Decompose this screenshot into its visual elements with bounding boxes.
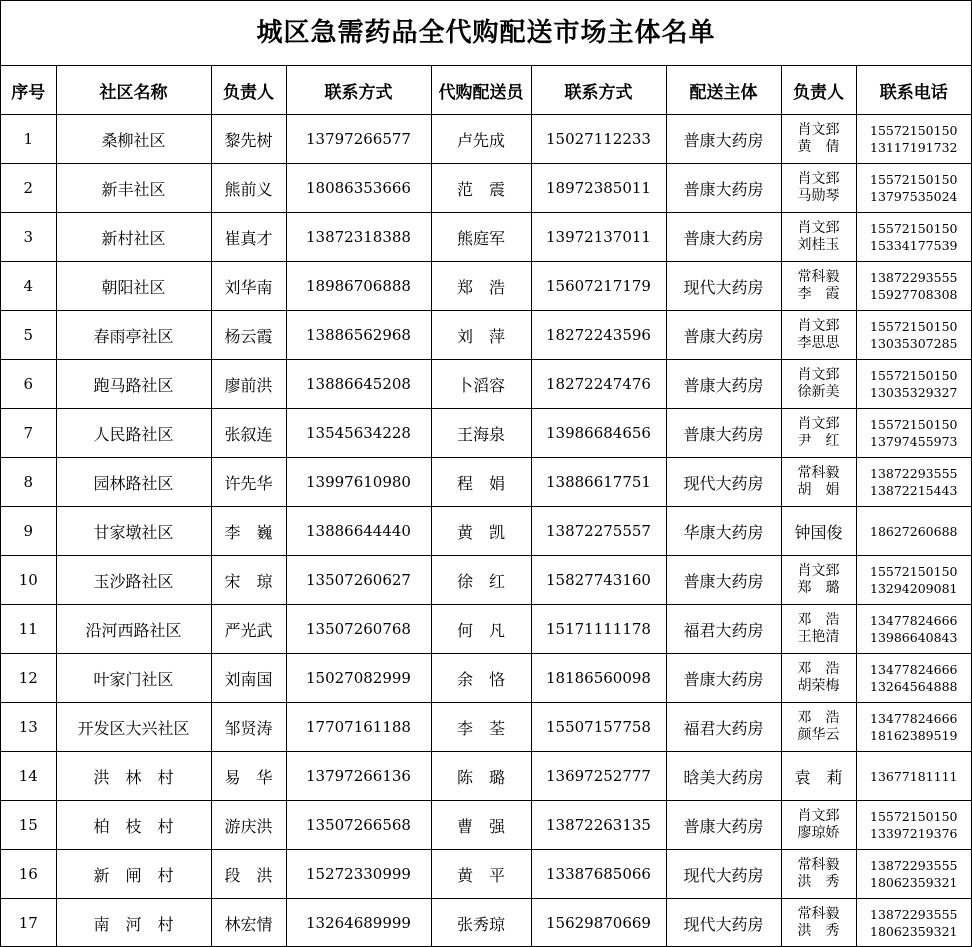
- courier-phone: 15629870669: [531, 899, 666, 947]
- table-row: [1, 458, 971, 507]
- header-leader: 负责人: [211, 66, 286, 115]
- courier-phone: 15607217179: [531, 262, 666, 311]
- provider-leader-name: 王艳清: [797, 629, 840, 645]
- community-phone: 13797266136: [286, 752, 431, 801]
- table-row: [1, 311, 971, 360]
- provider-leader-name: 肖文郅: [797, 220, 840, 236]
- courier-phone: 13872263135: [531, 801, 666, 850]
- row-number: 17: [1, 899, 56, 947]
- provider-phone-number: 13872293555: [870, 466, 958, 481]
- community-name: 玉沙路社区: [56, 556, 211, 605]
- community-leader: 廖前洪: [211, 360, 286, 409]
- provider-name: 现代大药房: [666, 850, 781, 899]
- provider-phone-number: 18062359321: [870, 924, 958, 939]
- community-phone: 13264689999: [286, 899, 431, 947]
- provider-phone-number: 15334177539: [870, 238, 958, 253]
- provider-leader-name: 洪 秀: [797, 874, 840, 890]
- provider-phone-number: 15927708308: [870, 287, 958, 302]
- row-number: 10: [1, 556, 56, 605]
- header-provider: 配送主体: [666, 66, 781, 115]
- row-number: 3: [1, 213, 56, 262]
- community-name: 人民路社区: [56, 409, 211, 458]
- table-body: [1, 115, 971, 947]
- provider-leader-name: 肖文郅: [797, 563, 840, 579]
- table-row: [1, 654, 971, 703]
- provider-phone: [856, 605, 971, 654]
- table-row: [1, 703, 971, 752]
- provider-leader-name: 常科毅: [797, 269, 840, 285]
- row-number: 13: [1, 703, 56, 752]
- community-leader: 严光武: [211, 605, 286, 654]
- table-row: [1, 409, 971, 458]
- provider-leader: [781, 115, 856, 164]
- provider-phone-number: 13872293555: [870, 858, 958, 873]
- community-name: 跑马路社区: [56, 360, 211, 409]
- provider-phone-number: 13797455973: [870, 434, 958, 449]
- provider-phone-number: 15572150150: [870, 417, 958, 432]
- provider-leader-name: 马勋琴: [797, 188, 840, 204]
- community-phone: 13507260768: [286, 605, 431, 654]
- provider-leader-name: 李 霞: [797, 286, 840, 302]
- community-name: 开发区大兴社区: [56, 703, 211, 752]
- provider-leader-name: 尹 红: [797, 433, 840, 449]
- header-courier: 代购配送员: [431, 66, 531, 115]
- header-community: 社区名称: [56, 66, 211, 115]
- community-name: 叶家门社区: [56, 654, 211, 703]
- provider-name: 普康大药房: [666, 556, 781, 605]
- community-leader: 段 洪: [211, 850, 286, 899]
- courier-phone: 13972137011: [531, 213, 666, 262]
- courier-name: 卢先成: [431, 115, 531, 164]
- community-name: 南 河 村: [56, 899, 211, 947]
- courier-phone: 18186560098: [531, 654, 666, 703]
- courier-name: 熊庭军: [431, 213, 531, 262]
- provider-phone-number: 13035329327: [870, 385, 958, 400]
- provider-name: 晗美大药房: [666, 752, 781, 801]
- provider-leader-name: 洪 秀: [797, 923, 840, 939]
- row-number: 4: [1, 262, 56, 311]
- provider-name: 福君大药房: [666, 605, 781, 654]
- community-name: 新丰社区: [56, 164, 211, 213]
- header-provider-phone: 联系电话: [856, 66, 971, 115]
- courier-phone: 13886617751: [531, 458, 666, 507]
- community-leader: 杨云霞: [211, 311, 286, 360]
- courier-name: 李 荃: [431, 703, 531, 752]
- provider-name: 华康大药房: [666, 507, 781, 556]
- provider-leader: [781, 899, 856, 947]
- community-leader: 刘南国: [211, 654, 286, 703]
- community-leader: 黎先树: [211, 115, 286, 164]
- courier-name: 余 恪: [431, 654, 531, 703]
- courier-name: 刘 萍: [431, 311, 531, 360]
- header-phone: 联系方式: [286, 66, 431, 115]
- courier-name: 徐 红: [431, 556, 531, 605]
- provider-leader: [781, 703, 856, 752]
- community-leader: 许先华: [211, 458, 286, 507]
- provider-phone: [856, 752, 971, 801]
- community-phone: 17707161188: [286, 703, 431, 752]
- courier-name: 陈 璐: [431, 752, 531, 801]
- courier-name: 何 凡: [431, 605, 531, 654]
- provider-leader-name: 颜华云: [797, 727, 840, 743]
- table-row: [1, 801, 971, 850]
- row-number: 7: [1, 409, 56, 458]
- provider-name: 普康大药房: [666, 115, 781, 164]
- community-phone: 13507260627: [286, 556, 431, 605]
- provider-phone: [856, 262, 971, 311]
- provider-phone-number: 15572150150: [870, 809, 958, 824]
- provider-phone-number: 18062359321: [870, 875, 958, 890]
- community-phone: 13872318388: [286, 213, 431, 262]
- provider-leader-name: 常科毅: [797, 465, 840, 481]
- table-row: [1, 115, 971, 164]
- provider-name: 普康大药房: [666, 801, 781, 850]
- provider-phone-number: 15572150150: [870, 221, 958, 236]
- provider-phone-number: 18162389519: [870, 728, 958, 743]
- community-name: 新 闸 村: [56, 850, 211, 899]
- provider-phone: [856, 164, 971, 213]
- community-name: 桑柳社区: [56, 115, 211, 164]
- provider-leader: [781, 360, 856, 409]
- document-title: 城区急需药品全代购配送市场主体名单: [1, 1, 971, 66]
- provider-leader: [781, 458, 856, 507]
- provider-phone-number: 13477824666: [870, 613, 958, 628]
- provider-leader: [781, 164, 856, 213]
- provider-leader-name: 胡荣梅: [797, 678, 840, 694]
- provider-phone: [856, 507, 971, 556]
- row-number: 16: [1, 850, 56, 899]
- provider-name: 普康大药房: [666, 164, 781, 213]
- provider-name: 现代大药房: [666, 458, 781, 507]
- community-leader: 李 巍: [211, 507, 286, 556]
- provider-leader-name: 常科毅: [797, 857, 840, 873]
- table-row: [1, 752, 971, 801]
- provider-phone-number: 13035307285: [870, 336, 958, 351]
- provider-leader: [781, 605, 856, 654]
- provider-phone: [856, 556, 971, 605]
- provider-phone-number: 15572150150: [870, 368, 958, 383]
- community-phone: 13997610980: [286, 458, 431, 507]
- table-row: [1, 164, 971, 213]
- community-phone: 13797266577: [286, 115, 431, 164]
- provider-phone: [856, 850, 971, 899]
- community-name: 甘家墩社区: [56, 507, 211, 556]
- provider-phone-number: 13264564888: [870, 679, 958, 694]
- provider-leader-name: 邓 浩: [797, 612, 840, 628]
- community-name: 园林路社区: [56, 458, 211, 507]
- provider-leader: [781, 752, 856, 801]
- provider-leader: [781, 801, 856, 850]
- table-row: [1, 262, 971, 311]
- provider-leader-name: 袁 莉: [794, 767, 843, 787]
- provider-leader-name: 肖文郅: [797, 122, 840, 138]
- provider-leader: [781, 556, 856, 605]
- community-leader: 宋 琼: [211, 556, 286, 605]
- community-phone: 18086353666: [286, 164, 431, 213]
- provider-phone: [856, 213, 971, 262]
- provider-phone: [856, 409, 971, 458]
- community-name: 春雨亭社区: [56, 311, 211, 360]
- provider-leader-name: 邓 浩: [797, 710, 840, 726]
- community-phone: 15272330999: [286, 850, 431, 899]
- provider-leader-name: 胡 娟: [797, 482, 840, 498]
- row-number: 5: [1, 311, 56, 360]
- courier-phone: 13387685066: [531, 850, 666, 899]
- provider-phone: [856, 654, 971, 703]
- community-name: 沿河西路社区: [56, 605, 211, 654]
- provider-phone-number: 13677181111: [870, 768, 958, 784]
- courier-phone: 15827743160: [531, 556, 666, 605]
- table-row: [1, 507, 971, 556]
- provider-leader-name: 肖文郅: [797, 416, 840, 432]
- provider-leader-name: 钟国俊: [794, 522, 843, 542]
- table-row: [1, 556, 971, 605]
- courier-phone: 13697252777: [531, 752, 666, 801]
- community-leader: 邹贤涛: [211, 703, 286, 752]
- provider-leader-name: 刘桂玉: [797, 237, 840, 253]
- provider-phone-number: 13872293555: [870, 270, 958, 285]
- courier-name: 黄 凯: [431, 507, 531, 556]
- provider-leader: [781, 507, 856, 556]
- courier-phone: 13872275557: [531, 507, 666, 556]
- provider-leader-name: 郑 璐: [797, 580, 840, 596]
- row-number: 2: [1, 164, 56, 213]
- courier-phone: 15027112233: [531, 115, 666, 164]
- courier-phone: 18272243596: [531, 311, 666, 360]
- provider-phone-number: 13477824666: [870, 711, 958, 726]
- provider-name: 普康大药房: [666, 311, 781, 360]
- provider-leader-name: 邓 浩: [797, 661, 840, 677]
- community-leader: 崔真才: [211, 213, 286, 262]
- provider-phone-number: 15572150150: [870, 172, 958, 187]
- provider-phone: [856, 703, 971, 752]
- provider-phone-number: 13294209081: [870, 581, 958, 596]
- table-header-row: [1, 66, 971, 115]
- community-phone: 13545634228: [286, 409, 431, 458]
- row-number: 15: [1, 801, 56, 850]
- provider-leader: [781, 213, 856, 262]
- courier-phone: 18272247476: [531, 360, 666, 409]
- courier-name: 卜滔容: [431, 360, 531, 409]
- table-row: [1, 850, 971, 899]
- community-leader: 游庆洪: [211, 801, 286, 850]
- courier-phone: 15507157758: [531, 703, 666, 752]
- table-row: [1, 899, 971, 947]
- provider-phone-number: 15572150150: [870, 123, 958, 138]
- community-leader: 易 华: [211, 752, 286, 801]
- provider-leader-name: 肖文郅: [797, 808, 840, 824]
- community-leader: 刘华南: [211, 262, 286, 311]
- community-name: 柏 枝 村: [56, 801, 211, 850]
- community-phone: 13507266568: [286, 801, 431, 850]
- header-no: 序号: [1, 66, 56, 115]
- provider-phone-number: 13872293555: [870, 907, 958, 922]
- community-leader: 林宏情: [211, 899, 286, 947]
- courier-phone: 13986684656: [531, 409, 666, 458]
- provider-leader-name: 黄 倩: [797, 139, 840, 155]
- table-row: [1, 213, 971, 262]
- provider-name: 福君大药房: [666, 703, 781, 752]
- row-number: 1: [1, 115, 56, 164]
- provider-leader-name: 肖文郅: [797, 318, 840, 334]
- provider-phone-number: 13986640843: [870, 630, 958, 645]
- provider-leader-name: 常科毅: [797, 906, 840, 922]
- provider-leader: [781, 311, 856, 360]
- provider-leader-name: 李思思: [797, 335, 840, 351]
- courier-name: 黄 平: [431, 850, 531, 899]
- provider-phone-number: 13797535024: [870, 189, 958, 204]
- table-row: [1, 360, 971, 409]
- provider-leader: [781, 850, 856, 899]
- pharmacy-table: [1, 66, 971, 947]
- row-number: 12: [1, 654, 56, 703]
- header-provider-leader: 负责人: [781, 66, 856, 115]
- provider-name: 普康大药房: [666, 213, 781, 262]
- courier-name: 范 震: [431, 164, 531, 213]
- provider-phone: [856, 115, 971, 164]
- provider-phone-number: 13397219376: [870, 826, 958, 841]
- courier-name: 张秀琼: [431, 899, 531, 947]
- provider-phone: [856, 801, 971, 850]
- row-number: 8: [1, 458, 56, 507]
- provider-leader-name: 徐新美: [797, 384, 840, 400]
- community-phone: 18986706888: [286, 262, 431, 311]
- provider-leader-name: 肖文郅: [797, 367, 840, 383]
- community-leader: 熊前义: [211, 164, 286, 213]
- community-phone: 13886562968: [286, 311, 431, 360]
- row-number: 9: [1, 507, 56, 556]
- community-leader: 张叙连: [211, 409, 286, 458]
- provider-leader-name: 廖琼娇: [797, 825, 840, 841]
- row-number: 6: [1, 360, 56, 409]
- community-name: 朝阳社区: [56, 262, 211, 311]
- courier-phone: 18972385011: [531, 164, 666, 213]
- provider-leader: [781, 654, 856, 703]
- provider-phone-number: 13872215443: [870, 483, 958, 498]
- provider-leader-name: 肖文郅: [797, 171, 840, 187]
- row-number: 11: [1, 605, 56, 654]
- row-number: 14: [1, 752, 56, 801]
- provider-name: 现代大药房: [666, 899, 781, 947]
- community-name: 新村社区: [56, 213, 211, 262]
- courier-name: 曹 强: [431, 801, 531, 850]
- provider-phone-number: 13117191732: [870, 140, 958, 155]
- courier-phone: 15171111178: [531, 605, 666, 654]
- provider-phone: [856, 899, 971, 947]
- provider-name: 普康大药房: [666, 409, 781, 458]
- courier-name: 王海泉: [431, 409, 531, 458]
- provider-name: 普康大药房: [666, 654, 781, 703]
- provider-leader: [781, 262, 856, 311]
- provider-leader: [781, 409, 856, 458]
- courier-name: 程 娟: [431, 458, 531, 507]
- provider-phone-number: 18627260688: [870, 523, 958, 539]
- table-row: [1, 605, 971, 654]
- courier-name: 郑 浩: [431, 262, 531, 311]
- provider-phone: [856, 458, 971, 507]
- provider-phone-number: 15572150150: [870, 319, 958, 334]
- header-courier-phone: 联系方式: [531, 66, 666, 115]
- community-phone: 13886644440: [286, 507, 431, 556]
- provider-phone: [856, 360, 971, 409]
- community-phone: 13886645208: [286, 360, 431, 409]
- provider-phone-number: 15572150150: [870, 564, 958, 579]
- provider-phone-number: 13477824666: [870, 662, 958, 677]
- community-phone: 15027082999: [286, 654, 431, 703]
- community-name: 洪 林 村: [56, 752, 211, 801]
- provider-name: 普康大药房: [666, 360, 781, 409]
- provider-name: 现代大药房: [666, 262, 781, 311]
- provider-phone: [856, 311, 971, 360]
